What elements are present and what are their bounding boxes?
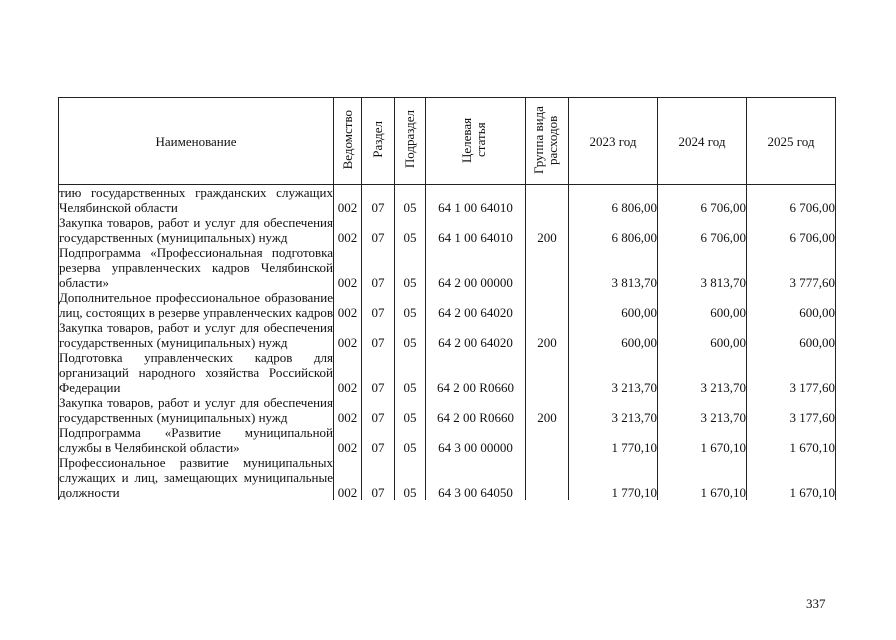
row-name: Закупка товаров, работ и услуг для обеспечения государственных (муниципальных) нужд xyxy=(59,320,333,350)
row-podrazdel: 05 xyxy=(395,215,426,245)
row-razdel: 07 xyxy=(362,185,395,216)
row-vedomstvo: 002 xyxy=(334,320,362,350)
row-value-2023: 1 770,10 xyxy=(569,425,658,455)
row-name: Закупка товаров, работ и услуг для обеспечения государственных (муниципальных) нужд xyxy=(59,395,333,425)
header-vedomstvo: Ведомство xyxy=(334,98,362,185)
row-gruppa-vida-rashodov: 200 xyxy=(526,215,569,245)
row-gruppa-vida-rashodov xyxy=(526,290,569,320)
row-razdel: 07 xyxy=(362,245,395,290)
row-name: тию государственных гражданских служащих Челябинской области xyxy=(59,185,333,215)
row-podrazdel: 05 xyxy=(395,395,426,425)
row-value-2024: 3 213,70 xyxy=(658,350,747,395)
row-value-2025: 3 177,60 xyxy=(747,395,836,425)
row-value-2023: 600,00 xyxy=(569,290,658,320)
row-celevaya-statya: 64 3 00 00000 xyxy=(426,425,526,455)
row-podrazdel: 05 xyxy=(395,245,426,290)
row-gruppa-vida-rashodov xyxy=(526,455,569,500)
row-celevaya-statya: 64 2 00 R0660 xyxy=(426,350,526,395)
row-gruppa-vida-rashodov: 200 xyxy=(526,395,569,425)
row-name: Подпрограмма «Профессиональная подготовка резерва управленческих кадров Челябинской области» xyxy=(59,245,333,290)
row-podrazdel: 05 xyxy=(395,185,426,216)
row-vedomstvo: 002 xyxy=(334,215,362,245)
row-podrazdel: 05 xyxy=(395,290,426,320)
row-value-2024: 6 706,00 xyxy=(658,185,747,216)
row-razdel: 07 xyxy=(362,290,395,320)
header-2025: 2025 год xyxy=(747,98,836,185)
row-podrazdel: 05 xyxy=(395,350,426,395)
row-podrazdel: 05 xyxy=(395,320,426,350)
row-celevaya-statya: 64 2 00 64020 xyxy=(426,320,526,350)
row-value-2023: 6 806,00 xyxy=(569,185,658,216)
page-number: 337 xyxy=(806,596,826,611)
row-celevaya-statya: 64 2 00 R0660 xyxy=(426,395,526,425)
table-row xyxy=(59,245,836,290)
row-vedomstvo: 002 xyxy=(334,395,362,425)
row-value-2024: 6 706,00 xyxy=(658,215,747,245)
row-vedomstvo: 002 xyxy=(334,245,362,290)
header-celevaya-statya: Целевая статья xyxy=(426,98,526,185)
row-razdel: 07 xyxy=(362,350,395,395)
table-row xyxy=(59,320,836,350)
row-value-2025: 3 777,60 xyxy=(747,245,836,290)
row-gruppa-vida-rashodov xyxy=(526,425,569,455)
row-gruppa-vida-rashodov xyxy=(526,185,569,216)
row-name: Закупка товаров, работ и услуг для обеспечения государственных (муниципальных) нужд xyxy=(59,215,333,245)
row-razdel: 07 xyxy=(362,320,395,350)
row-value-2025: 600,00 xyxy=(747,290,836,320)
row-value-2023: 3 213,70 xyxy=(569,350,658,395)
row-podrazdel: 05 xyxy=(395,455,426,500)
row-value-2024: 1 670,10 xyxy=(658,455,747,500)
row-celevaya-statya: 64 2 00 64020 xyxy=(426,290,526,320)
table-header-row xyxy=(59,98,836,185)
table-row xyxy=(59,215,836,245)
table-row xyxy=(59,425,836,455)
header-gruppa-vida-rashodov: Группа вида расходов xyxy=(526,98,569,185)
row-name: Дополнительное профессиональное образование лиц, состоящих в резерве управленческих кадров xyxy=(59,290,334,320)
row-vedomstvo: 002 xyxy=(334,350,362,395)
row-value-2025: 6 706,00 xyxy=(747,215,836,245)
row-value-2024: 3 813,70 xyxy=(658,245,747,290)
row-value-2023: 3 813,70 xyxy=(569,245,658,290)
row-value-2025: 6 706,00 xyxy=(747,185,836,216)
header-razdel: Раздел xyxy=(362,98,395,185)
row-value-2024: 1 670,10 xyxy=(658,425,747,455)
budget-table xyxy=(58,97,836,500)
row-value-2024: 3 213,70 xyxy=(658,395,747,425)
row-celevaya-statya: 64 2 00 00000 xyxy=(426,245,526,290)
row-name: Профессиональное развитие муниципальных служащих и лиц, замещающих муниципальные должности xyxy=(59,455,333,500)
row-name: Подготовка управленческих кадров для организаций народного хозяйства Российской Федерации xyxy=(59,350,333,395)
row-vedomstvo: 002 xyxy=(334,290,362,320)
row-value-2023: 6 806,00 xyxy=(569,215,658,245)
row-razdel: 07 xyxy=(362,395,395,425)
header-podrazdel: Подраздел xyxy=(395,98,426,185)
header-name: Наименование xyxy=(59,98,334,185)
row-vedomstvo: 002 xyxy=(334,425,362,455)
row-celevaya-statya: 64 1 00 64010 xyxy=(426,215,526,245)
row-razdel: 07 xyxy=(362,425,395,455)
row-value-2025: 3 177,60 xyxy=(747,350,836,395)
row-celevaya-statya: 64 1 00 64010 xyxy=(426,185,526,216)
row-gruppa-vida-rashodov: 200 xyxy=(526,320,569,350)
row-value-2025: 600,00 xyxy=(747,320,836,350)
row-value-2025: 1 670,10 xyxy=(747,425,836,455)
table-row xyxy=(59,185,836,216)
row-value-2024: 600,00 xyxy=(658,320,747,350)
row-value-2023: 600,00 xyxy=(569,320,658,350)
table-row xyxy=(59,455,836,500)
row-razdel: 07 xyxy=(362,455,395,500)
row-value-2023: 1 770,10 xyxy=(569,455,658,500)
row-gruppa-vida-rashodov xyxy=(526,245,569,290)
row-gruppa-vida-rashodov xyxy=(526,350,569,395)
row-value-2024: 600,00 xyxy=(658,290,747,320)
table-row xyxy=(59,290,836,320)
header-2024: 2024 год xyxy=(658,98,747,185)
row-name: Подпрограмма «Развитие муниципальной службы в Челябинской области» xyxy=(59,425,333,455)
row-podrazdel: 05 xyxy=(395,425,426,455)
row-value-2025: 1 670,10 xyxy=(747,455,836,500)
row-razdel: 07 xyxy=(362,215,395,245)
row-value-2023: 3 213,70 xyxy=(569,395,658,425)
table-row xyxy=(59,395,836,425)
row-vedomstvo: 002 xyxy=(334,455,362,500)
row-vedomstvo: 002 xyxy=(334,185,362,216)
header-2023: 2023 год xyxy=(569,98,658,185)
table-row xyxy=(59,350,836,395)
row-celevaya-statya: 64 3 00 64050 xyxy=(426,455,526,500)
